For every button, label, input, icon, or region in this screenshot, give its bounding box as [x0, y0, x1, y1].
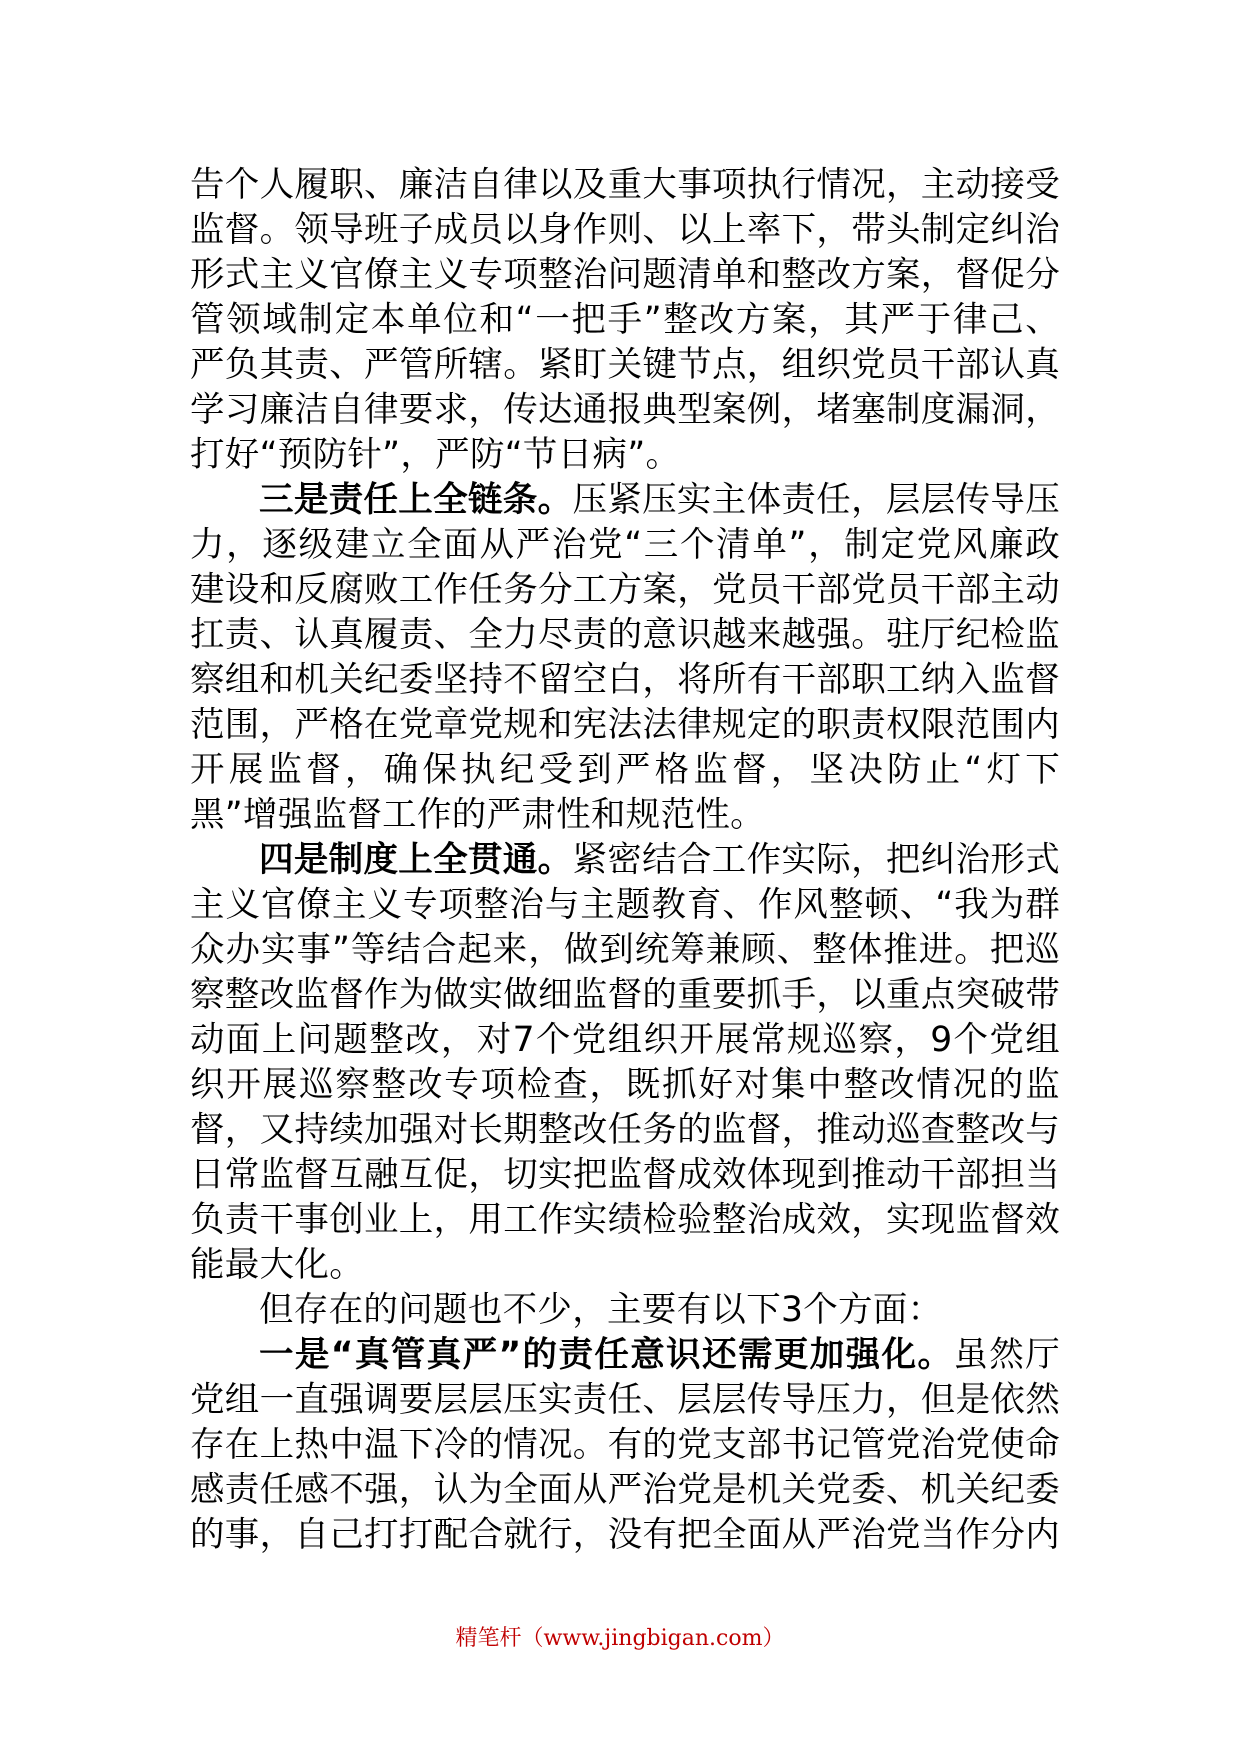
paragraph-2-heading: 三是责任上全链条。: [259, 480, 573, 520]
paragraph-3: [190, 838, 1060, 1288]
paragraph-1-text: 告个人履职、廉洁自律以及重大事项执行情况，主动接受监督。领导班子成员以身作则、以上率下，带头制定纠治形式主义官僚主义专项整治问题清单和整改方案，督促分管领域制定本单位和“一把手”整改方案，其严于律己、严负其责、严管所辖。紧盯关键节点，组织党员干部认真学习廉洁自律要求，传达通报典型案例，堵塞制度漏洞，打好“预防针”，严防“节日病”。: [190, 165, 1060, 475]
paragraph-4-text: 但存在的问题也不少，主要有以下3个方面：: [259, 1290, 943, 1330]
paragraph-4: [190, 1288, 1060, 1333]
paragraph-3-heading: 四是制度上全贯通。: [259, 840, 573, 880]
paragraph-5-heading: 一是“真管真严”的责任意识还需更加强化。: [259, 1335, 954, 1375]
paragraph-5: [190, 1333, 1060, 1558]
paragraph-3-text: 紧密结合工作实际，把纠治形式主义官僚主义专项整治与主题教育、作风整顿、“我为群众办实事”等结合起来，做到统筹兼顾、整体推进。把巡察整改监督作为做实做细监督的重要抓手，以重点突破带动面上问题整改，对7个党组织开展常规巡察，9个党组织开展巡察整改专项检查，既抓好对集中整改情况的监督，又持续加强对长期整改任务的监督，推动巡查整改与日常监督互融互促，切实把监督成效体现到推动干部担当负责干事创业上，用工作实绩检验整治成效，实现监督效能最大化。: [190, 840, 1061, 1285]
paragraph-5-text: 虽然厅党组一直强调要层层压实责任、层层传导压力，但是依然存在上热中温下冷的情况。有的党支部书记管党治党使命感责任感不强，认为全面从严治党是机关党委、机关纪委的事，自己打打配合就行，没有把全面从严治党当作分内: [190, 1335, 1060, 1555]
paragraph-2-text: 压紧压实主体责任，层层传导压力，逐级建立全面从严治党“三个清单”，制定党风廉政建设和反腐败工作任务分工方案，党员干部党员干部主动扛责、认真履责、全力尽责的意识越来越强。驻厅纪检监察组和机关纪委坚持不留空白，将所有干部职工纳入监督范围，严格在党章党规和宪法法律规定的职责权限范围内开展监督，确保执纪受到严格监督，坚决防止“灯下黑”增强监督工作的严肃性和规范性。: [190, 480, 1061, 835]
paragraph-2: [190, 478, 1060, 838]
footer-watermark-text: 精笔杆（www.jingbigan.com）: [455, 1626, 785, 1651]
document-body: [190, 163, 1060, 1558]
paragraph-1: [190, 163, 1060, 478]
